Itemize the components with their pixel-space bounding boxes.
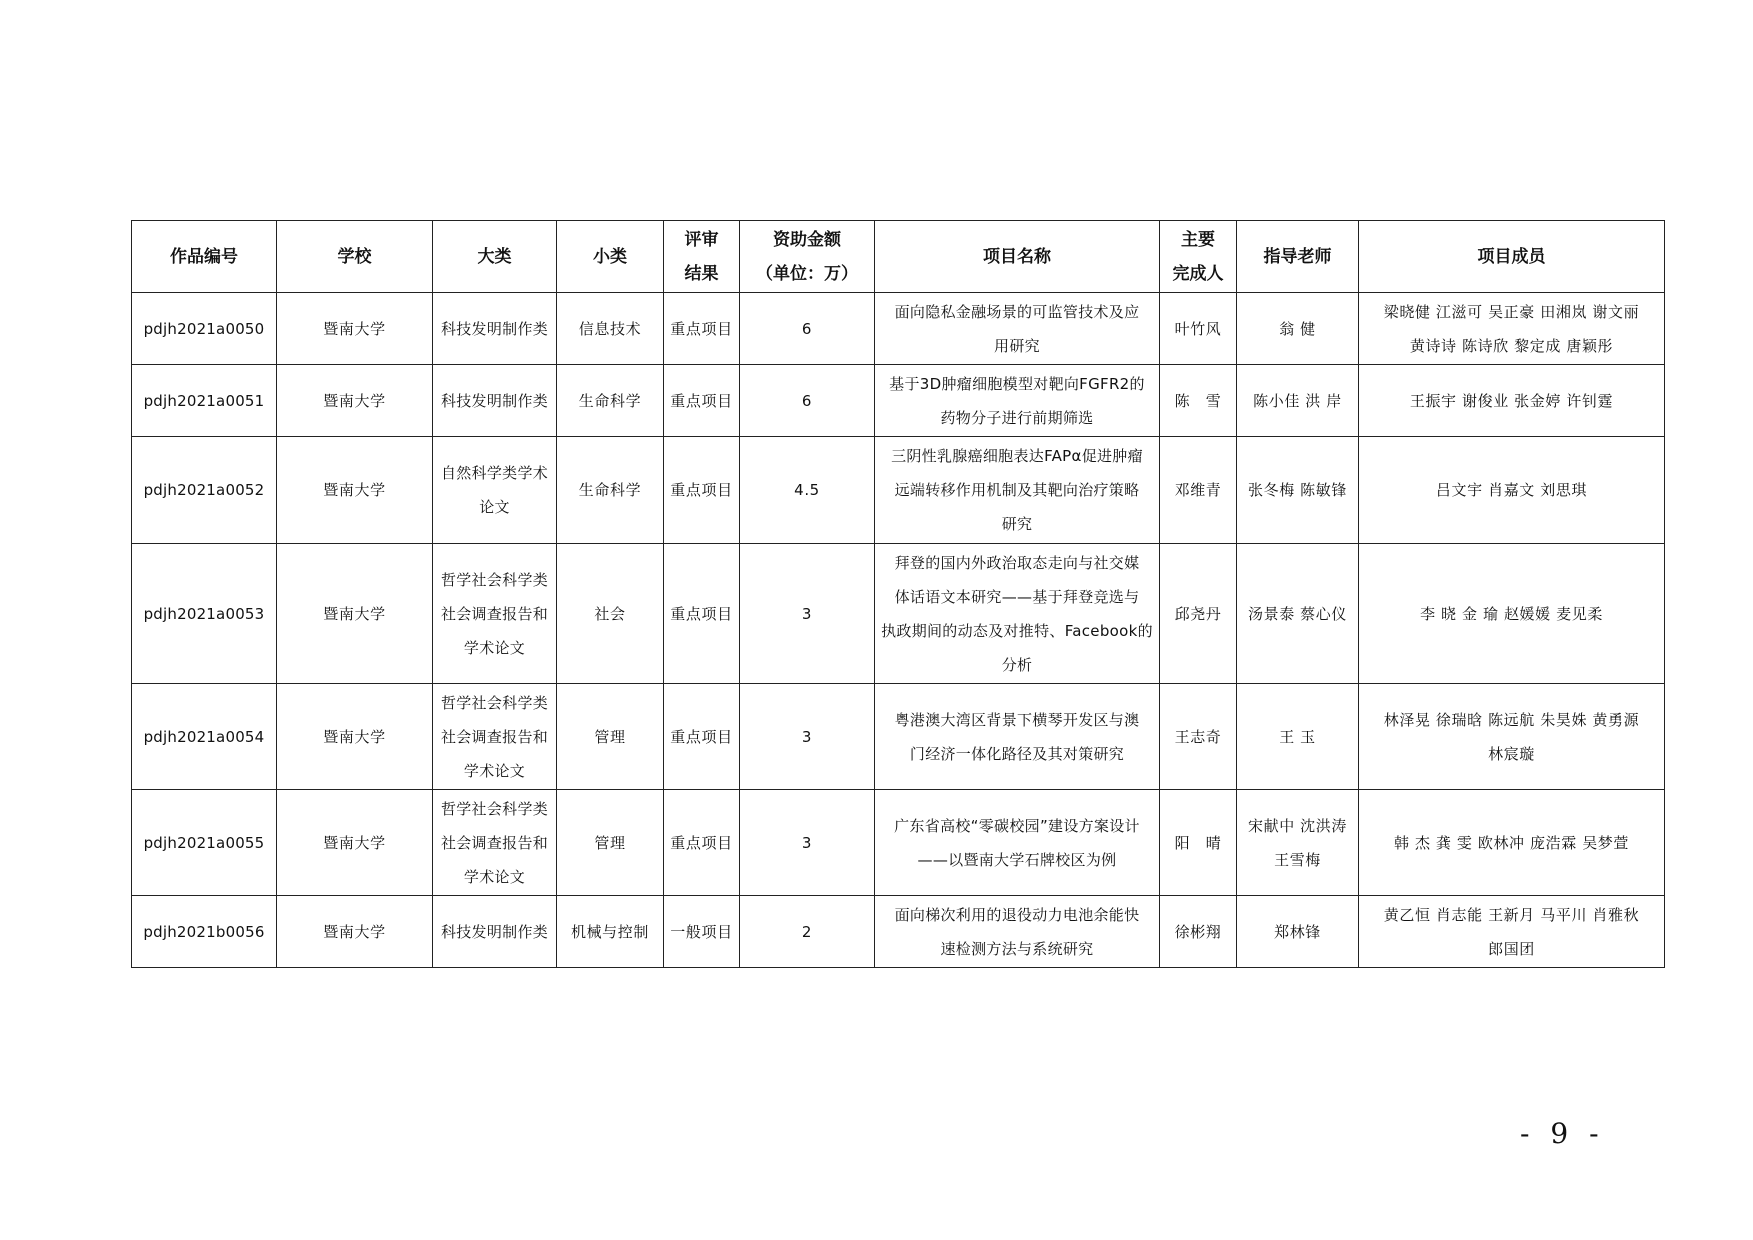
cell-advisor: 郑林锋 — [1237, 896, 1359, 968]
cell-advisor: 陈小佳 洪 岸 — [1237, 365, 1359, 437]
cell-members: 吕文宇 肖嘉文 刘思琪 — [1359, 437, 1665, 544]
cell-title: 面向隐私金融场景的可监管技术及应 用研究 — [875, 293, 1160, 365]
cell-funding: 2 — [740, 896, 875, 968]
cell-title: 粤港澳大湾区背景下横琴开发区与澳 门经济一体化路径及其对策研究 — [875, 684, 1160, 790]
cell-category: 哲学社会科学类 社会调查报告和 学术论文 — [433, 684, 557, 790]
cell-code: pdjh2021a0050 — [132, 293, 277, 365]
header-advisor: 指导老师 — [1237, 221, 1359, 293]
cell-category: 哲学社会科学类 社会调查报告和 学术论文 — [433, 790, 557, 896]
table-row — [132, 544, 1665, 684]
cell-school: 暨南大学 — [277, 684, 433, 790]
cell-result: 重点项目 — [664, 544, 740, 684]
cell-school: 暨南大学 — [277, 790, 433, 896]
cell-subcategory: 管理 — [557, 790, 664, 896]
cell-result: 重点项目 — [664, 293, 740, 365]
cell-school: 暨南大学 — [277, 293, 433, 365]
cell-title: 面向梯次利用的退役动力电池余能快 速检测方法与系统研究 — [875, 896, 1160, 968]
header-title: 项目名称 — [875, 221, 1160, 293]
cell-funding: 4.5 — [740, 437, 875, 544]
header-funding: 资助金额 （单位：万） — [740, 221, 875, 293]
cell-category: 哲学社会科学类 社会调查报告和 学术论文 — [433, 544, 557, 684]
table-row — [132, 437, 1665, 544]
table-row — [132, 293, 1665, 365]
cell-subcategory: 信息技术 — [557, 293, 664, 365]
header-school: 学校 — [277, 221, 433, 293]
cell-funding: 6 — [740, 293, 875, 365]
header-code: 作品编号 — [132, 221, 277, 293]
cell-school: 暨南大学 — [277, 437, 433, 544]
cell-code: pdjh2021a0051 — [132, 365, 277, 437]
cell-title: 广东省高校“零碳校园”建设方案设计 ——以暨南大学石牌校区为例 — [875, 790, 1160, 896]
cell-leader: 叶竹风 — [1160, 293, 1237, 365]
cell-funding: 3 — [740, 544, 875, 684]
cell-advisor: 汤景泰 蔡心仪 — [1237, 544, 1359, 684]
cell-title: 基于3D肿瘤细胞模型对靶向FGFR2的 药物分子进行前期筛选 — [875, 365, 1160, 437]
cell-category: 科技发明制作类 — [433, 896, 557, 968]
cell-result: 重点项目 — [664, 437, 740, 544]
header-result: 评审 结果 — [664, 221, 740, 293]
cell-advisor: 王 玉 — [1237, 684, 1359, 790]
cell-leader: 王志奇 — [1160, 684, 1237, 790]
cell-members: 梁晓健 江滋可 吴正豪 田湘岚 谢文丽 黄诗诗 陈诗欣 黎定成 唐颖彤 — [1359, 293, 1665, 365]
projects-table — [131, 220, 1665, 968]
page-number: - 9 - — [1520, 1117, 1605, 1150]
cell-category: 科技发明制作类 — [433, 365, 557, 437]
cell-leader: 徐彬翔 — [1160, 896, 1237, 968]
table-row — [132, 684, 1665, 790]
cell-code: pdjh2021a0053 — [132, 544, 277, 684]
header-subcategory: 小类 — [557, 221, 664, 293]
cell-leader: 陈 雪 — [1160, 365, 1237, 437]
cell-leader: 阳 晴 — [1160, 790, 1237, 896]
cell-result: 重点项目 — [664, 790, 740, 896]
cell-subcategory: 生命科学 — [557, 365, 664, 437]
cell-members: 韩 杰 龚 雯 欧林冲 庞浩霖 吴梦萱 — [1359, 790, 1665, 896]
cell-code: pdjh2021a0054 — [132, 684, 277, 790]
cell-leader: 邓维青 — [1160, 437, 1237, 544]
cell-school: 暨南大学 — [277, 365, 433, 437]
cell-category: 自然科学类学术 论文 — [433, 437, 557, 544]
cell-school: 暨南大学 — [277, 544, 433, 684]
cell-result: 重点项目 — [664, 684, 740, 790]
cell-code: pdjh2021b0056 — [132, 896, 277, 968]
table-row — [132, 790, 1665, 896]
cell-result: 重点项目 — [664, 365, 740, 437]
cell-funding: 3 — [740, 790, 875, 896]
cell-members: 黄乙恒 肖志能 王新月 马平川 肖雅秋 郎国团 — [1359, 896, 1665, 968]
cell-code: pdjh2021a0055 — [132, 790, 277, 896]
cell-advisor: 张冬梅 陈敏锋 — [1237, 437, 1359, 544]
cell-school: 暨南大学 — [277, 896, 433, 968]
cell-leader: 邱尧丹 — [1160, 544, 1237, 684]
cell-title: 三阴性乳腺癌细胞表达FAPα促进肿瘤 远端转移作用机制及其靶向治疗策略 研究 — [875, 437, 1160, 544]
cell-members: 李 晓 金 瑜 赵媛媛 麦见柔 — [1359, 544, 1665, 684]
cell-advisor: 宋献中 沈洪涛 王雪梅 — [1237, 790, 1359, 896]
cell-subcategory: 管理 — [557, 684, 664, 790]
cell-funding: 3 — [740, 684, 875, 790]
header-category: 大类 — [433, 221, 557, 293]
cell-title: 拜登的国内外政治取态走向与社交媒 体话语文本研究——基于拜登竞选与 执政期间的动态及对推特、Facebook的 分析 — [875, 544, 1160, 684]
cell-code: pdjh2021a0052 — [132, 437, 277, 544]
cell-funding: 6 — [740, 365, 875, 437]
cell-subcategory: 社会 — [557, 544, 664, 684]
table-row — [132, 365, 1665, 437]
header-leader: 主要 完成人 — [1160, 221, 1237, 293]
table-header-row — [132, 221, 1665, 293]
header-members: 项目成员 — [1359, 221, 1665, 293]
cell-advisor: 翁 健 — [1237, 293, 1359, 365]
cell-result: 一般项目 — [664, 896, 740, 968]
cell-subcategory: 机械与控制 — [557, 896, 664, 968]
cell-subcategory: 生命科学 — [557, 437, 664, 544]
cell-members: 林泽晃 徐瑞晗 陈远航 朱昊姝 黄勇源 林宸璇 — [1359, 684, 1665, 790]
cell-category: 科技发明制作类 — [433, 293, 557, 365]
table-row — [132, 896, 1665, 968]
cell-members: 王振宇 谢俊业 张金婷 许钊霆 — [1359, 365, 1665, 437]
